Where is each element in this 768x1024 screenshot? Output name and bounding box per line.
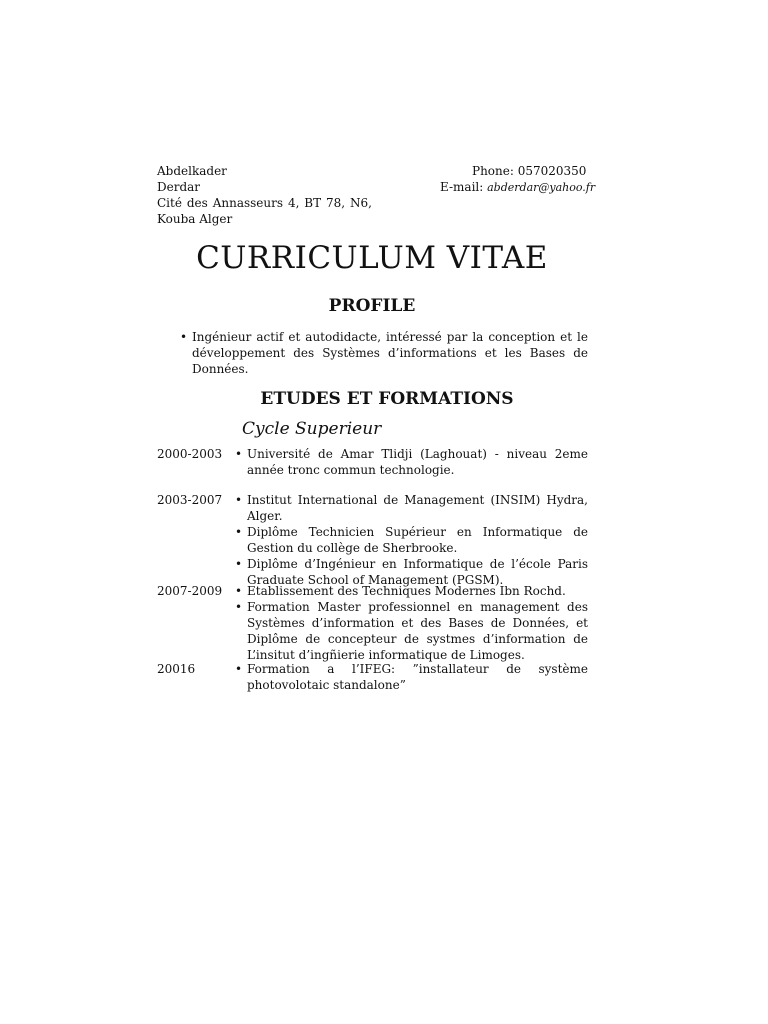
entry-year: 2003-2007 <box>157 493 223 507</box>
entry-item-text: Etablissement des Techniques Modernes Ibn Rochd. <box>247 584 566 598</box>
email-label: E-mail: <box>440 180 484 194</box>
bullet-icon: • <box>235 600 243 614</box>
entry-item-text: Institut International de Management (INSIM) Hydra, Alger. <box>247 493 588 523</box>
bullet-icon: • <box>235 557 243 571</box>
name-last: Derdar <box>157 180 201 194</box>
bullet-icon: • <box>235 662 243 676</box>
bullet-icon: • <box>235 447 243 461</box>
profile-text: Ingénieur actif et autodidacte, intéressé par la conception et le développement des Systèmes d’informations et les Bases de Données. <box>192 330 588 376</box>
list-item <box>235 661 588 693</box>
contact-block <box>440 163 596 196</box>
list-item <box>180 329 588 377</box>
entry-year: 2007-2009 <box>157 584 223 598</box>
email-link[interactable]: abderdar@yahoo.fr <box>487 181 596 194</box>
list-item <box>235 599 588 663</box>
entry-item-text: Formation Master professionnel en management des Systèmes d’information et des Bases de Données, et Diplôme de concepteur de systmes d’information de L’insitut d’ingñierie informatique de Limoges. <box>247 600 588 662</box>
profile-list <box>180 329 588 377</box>
entry-item-text: Diplôme Technicien Supérieur en Informatique de Gestion du collège de Sherbrooke. <box>247 525 588 555</box>
entry-items <box>235 661 588 693</box>
entry-item-text: Diplôme d’Ingénieur en Informatique de l’école Paris Graduate School of Management (PGSM). <box>247 557 588 587</box>
list-item <box>235 492 588 524</box>
education-heading <box>0 389 674 409</box>
education-subheading: Cycle Superieur <box>242 419 382 439</box>
entry-item-text: Université de Amar Tlidji (Laghouat) - niveau 2eme année tronc commun technologie. <box>247 447 588 477</box>
entry-items <box>235 583 588 663</box>
page-title: CURRICULUM VITAE <box>196 240 548 276</box>
bullet-icon: • <box>180 330 188 344</box>
address-line-2: Kouba Alger <box>157 212 233 226</box>
address-block <box>157 163 387 227</box>
phone: Phone: 057020350 <box>472 164 587 178</box>
entry-items <box>235 446 588 478</box>
bullet-icon: • <box>235 584 243 598</box>
list-item <box>235 446 588 478</box>
bullet-icon: • <box>235 525 243 539</box>
education-heading-text: ETUDES ET FORMATIONS <box>260 389 514 409</box>
address-line-1: Cité des Annasseurs 4, BT 78, N6, <box>157 196 372 210</box>
bullet-icon: • <box>235 493 243 507</box>
list-item <box>235 524 588 556</box>
entry-items <box>235 492 588 588</box>
entry-year: 2000-2003 <box>157 447 223 461</box>
name-first: Abdelkader <box>157 164 227 178</box>
profile-heading: PROFILE <box>328 296 416 316</box>
entry-year: 20016 <box>157 662 196 676</box>
entry-item-text: Formation a l’IFEG: ”installateur de système photovolotaic standalone” <box>247 662 588 692</box>
list-item <box>235 583 588 599</box>
email-line <box>440 179 596 196</box>
